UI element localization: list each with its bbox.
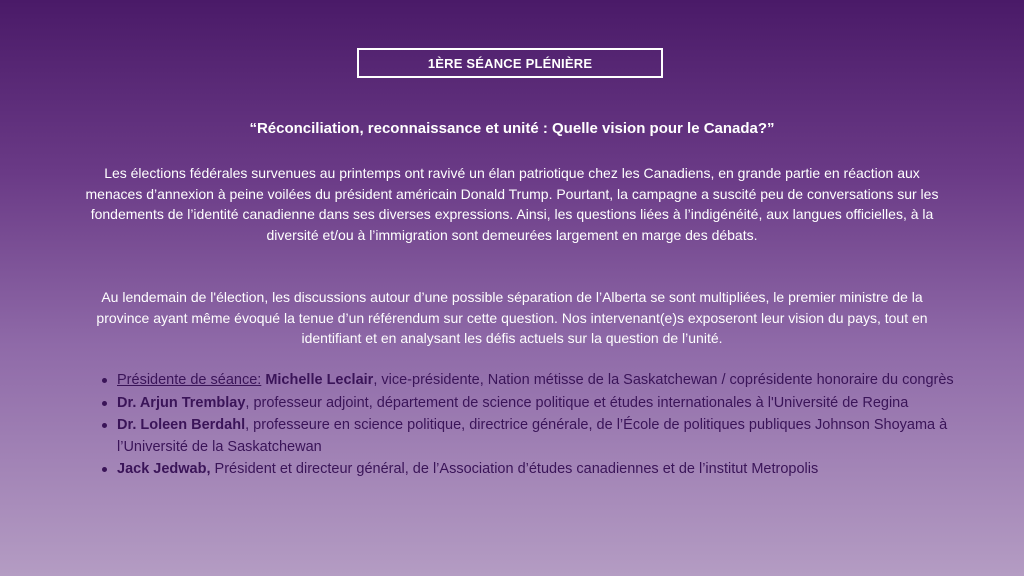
- speaker-description: , professeure en science politique, directrice générale, de l’École de politiques publiques Johnson Shoyama à l’Université de la Saskatchewan: [117, 417, 948, 455]
- speaker-item-chair: [98, 370, 988, 392]
- session-title: “Réconciliation, reconnaissance et unité : Quelle vision pour le Canada?”: [249, 120, 775, 137]
- speaker-item: [98, 393, 988, 415]
- speaker-description: , vice-présidente, Nation métisse de la Saskatchewan / coprésidente honoraire du congrès: [373, 372, 954, 388]
- speaker-item: [98, 415, 988, 458]
- speaker-description: , professeur adjoint, département de science politique et études internationales à l'Université de Regina: [245, 394, 909, 411]
- intro-paragraph: Les élections fédérales survenues au printemps ont ravivé un élan patriotique chez les Canadiens, en grande partie en réaction aux menaces d’annexion à peine voilées du président américain Donald Trump. Pourtant, la campagne a suscité peu de conversations sur les fondements de l’identité canadienne dans ses diverses expressions. Ainsi, les questions liées à l’indigénéité, aux langues officielles, à la diversité et/ou à l’immigration sont demeurées largement en marge des débats.: [85, 165, 939, 243]
- speaker-description: Président et directeur général, de l’Association d’études canadiennes et de l’institut Metropolis: [210, 461, 819, 477]
- speaker-name: Dr. Arjun Tremblay: [117, 394, 246, 411]
- speaker-name: Jack Jedwab,: [117, 461, 211, 477]
- speaker-item: [98, 459, 988, 481]
- speaker-name: Michelle Leclair: [265, 372, 374, 388]
- context-paragraph: Au lendemain de l'élection, les discussions autour d’une possible séparation de l’Alberta se sont multipliées, le premier ministre de la province ayant même évoqué la tenue d’un référendum sur cette question. Nos intervenant(e)s exposeront leur vision du pays, tout en identifiant et en analysant les défis actuels sur la question de l’unité.: [96, 289, 928, 346]
- speaker-name: Dr. Loleen Berdahl: [117, 417, 246, 433]
- speaker-role: Présidente de séance:: [117, 372, 262, 388]
- speaker-list: [98, 370, 988, 482]
- session-badge: 1ÈRE SÉANCE PLÉNIÈRE: [357, 48, 663, 78]
